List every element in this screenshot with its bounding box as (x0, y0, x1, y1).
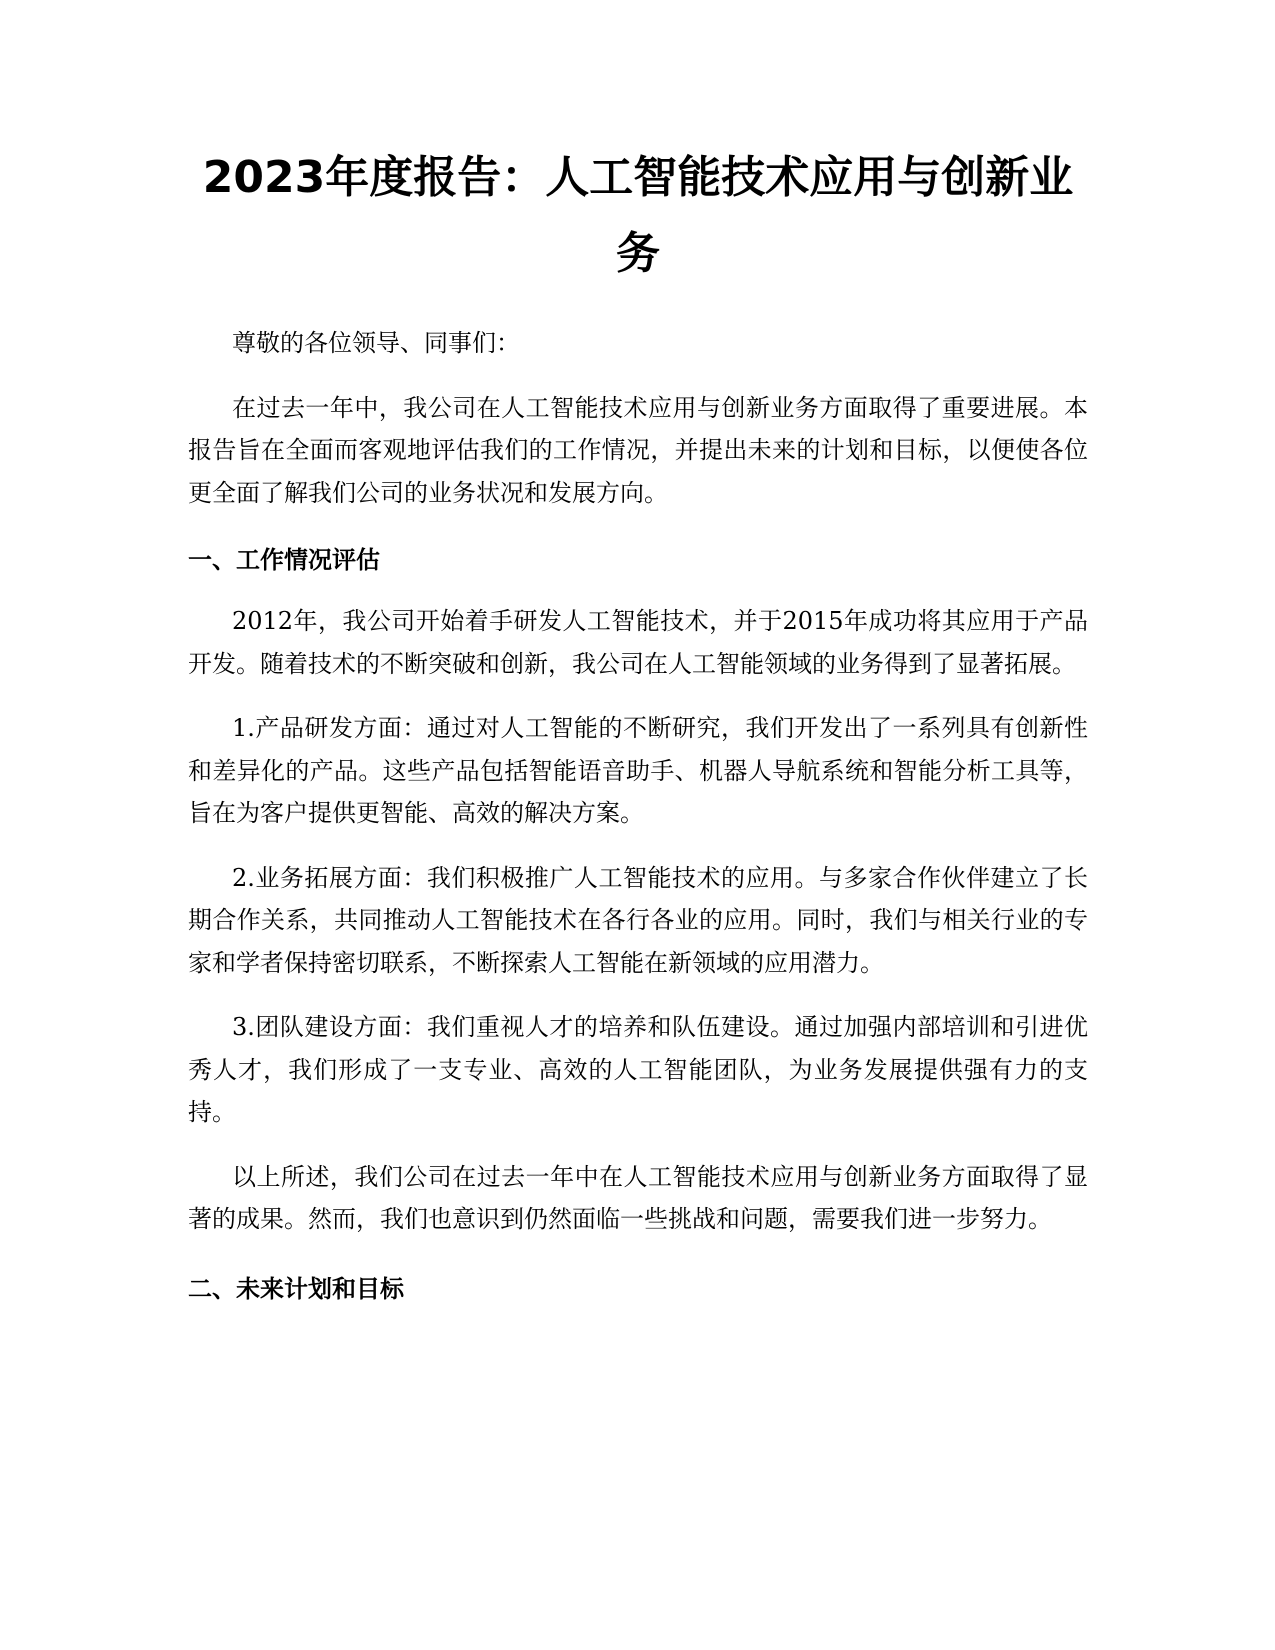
evaluation-paragraph-team-building: 3.团队建设方面：我们重视人才的培养和队伍建设。通过加强内部培训和引进优秀人才，我们形成了一支专业、高效的人工智能团队，为业务发展提供强有力的支持。 (188, 1013, 1088, 1126)
section-heading-evaluation: 一、工作情况评估 (188, 546, 380, 574)
evaluation-paragraph-summary: 以上所述，我们公司在过去一年中在人工智能技术应用与创新业务方面取得了显著的成果。然而，我们也意识到仍然面临一些挑战和问题，需要我们进一步努力。 (188, 1162, 1088, 1233)
greeting-paragraph: 尊敬的各位领导、同事们： (232, 329, 520, 357)
document-body (188, 140, 1088, 1309)
intro-paragraph: 在过去一年中，我公司在人工智能技术应用与创新业务方面取得了重要进展。本报告旨在全面而客观地评估我们的工作情况，并提出未来的计划和目标，以便使各位更全面了解我们公司的业务状况和发展方向。 (188, 393, 1088, 507)
document-title: 2023年度报告：人工智能技术应用与创新业务 (202, 152, 1074, 279)
evaluation-paragraph-product-rd: 1.产品研发方面：通过对人工智能的不断研究，我们开发出了一系列具有创新性和差异化的产品。这些产品包括智能语音助手、机器人导航系统和智能分析工具等，旨在为客户提供更智能、高效的解决方案。 (188, 714, 1088, 827)
evaluation-paragraph-business-expansion: 2.业务拓展方面：我们积极推广人工智能技术的应用。与多家合作伙伴建立了长期合作关系，共同推动人工智能技术在各行各业的应用。同时，我们与相关行业的专家和学者保持密切联系，不断探索人工智能在新领域的应用潜力。 (188, 863, 1088, 977)
evaluation-paragraph-history: 2012年，我公司开始着手研发人工智能技术，并于2015年成功将其应用于产品开发。随着技术的不断突破和创新，我公司在人工智能领域的业务得到了显著拓展。 (188, 607, 1088, 678)
section-heading-future-plans: 二、未来计划和目标 (188, 1274, 404, 1303)
